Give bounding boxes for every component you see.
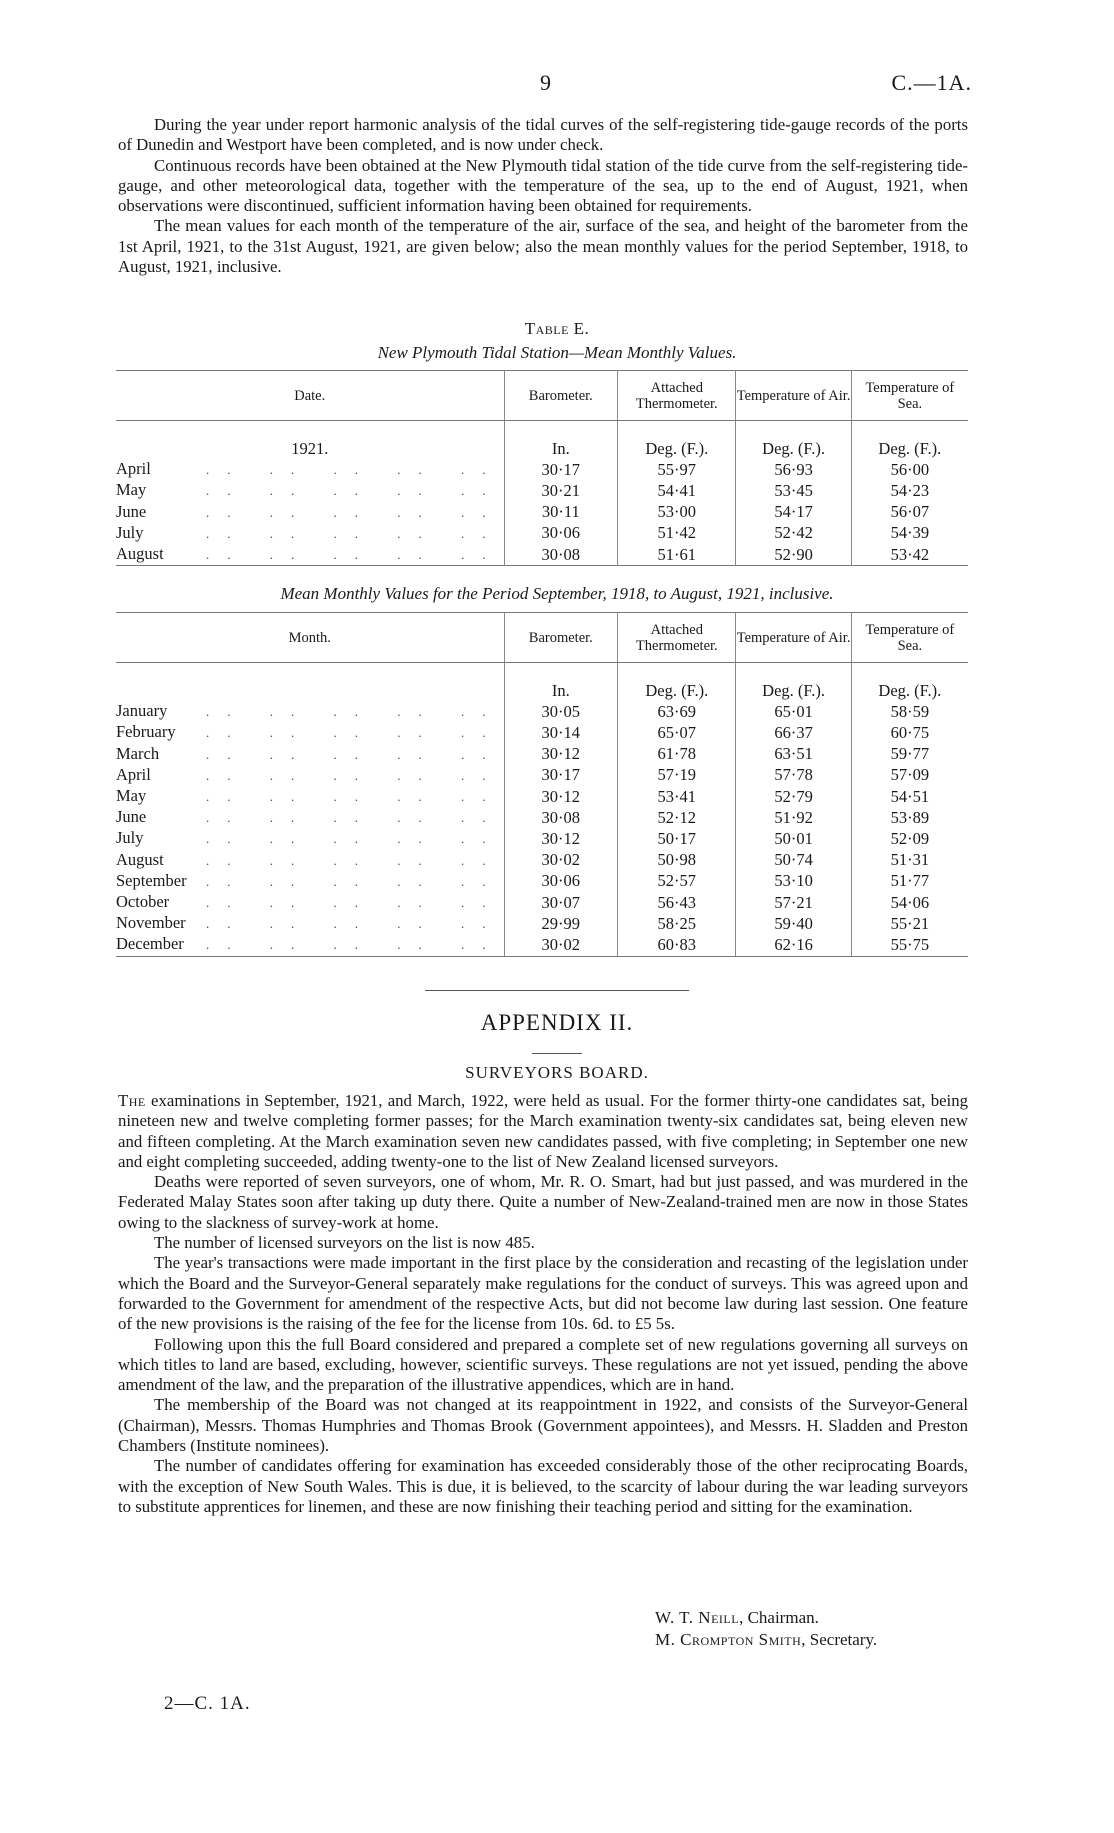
- table-row: [116, 934, 968, 956]
- sea-cell: 60·75: [851, 722, 968, 743]
- attached-cell: 53·00: [618, 502, 736, 523]
- attached-cell: 51·61: [618, 544, 736, 566]
- sea-cell: 53·89: [851, 807, 968, 828]
- air-cell: 53·10: [736, 871, 851, 892]
- leader-dots: .. .. .. .. ..: [206, 704, 504, 720]
- month-name: November: [116, 913, 186, 933]
- leader-dots: .. .. .. .. ..: [206, 525, 504, 541]
- month-cell: [116, 480, 504, 501]
- table-row: [116, 459, 968, 480]
- barometer-cell: 30·05: [504, 701, 618, 722]
- sea-cell: 53·42: [851, 544, 968, 566]
- table-e-label: Table E.: [524, 319, 590, 338]
- sea-cell: 54·23: [851, 480, 968, 501]
- unit-cell: Deg. (F.).: [618, 663, 736, 702]
- air-cell: 56·93: [736, 459, 851, 480]
- barometer-cell: 30·08: [504, 807, 618, 828]
- barometer-cell: 30·17: [504, 765, 618, 786]
- appendix-subtitle: SURVEYORS BOARD.: [465, 1063, 649, 1082]
- month-cell: [116, 807, 504, 828]
- barometer-cell: 30·07: [504, 892, 618, 913]
- air-cell: 53·45: [736, 480, 851, 501]
- table-row: [116, 765, 968, 786]
- month-cell: [116, 892, 504, 913]
- attached-cell: 58·25: [618, 913, 736, 934]
- table-row: [116, 480, 968, 501]
- table-row: [116, 523, 968, 544]
- barometer-cell: 30·17: [504, 459, 618, 480]
- attached-cell: 63·69: [618, 701, 736, 722]
- month-cell: [116, 744, 504, 765]
- barometer-cell: 30·12: [504, 744, 618, 765]
- paragraph: The number of licensed surveyors on the list is now 485.: [154, 1233, 535, 1253]
- month-cell: [116, 850, 504, 871]
- column-header: Temperature of Air.: [736, 371, 851, 421]
- air-cell: 50·74: [736, 850, 851, 871]
- leader-dots: .. .. .. .. ..: [206, 789, 504, 805]
- units-row: [116, 421, 968, 460]
- attached-cell: 52·57: [618, 871, 736, 892]
- sea-cell: 55·75: [851, 934, 968, 956]
- attached-cell: 51·42: [618, 523, 736, 544]
- barometer-cell: 30·02: [504, 850, 618, 871]
- attached-cell: 57·19: [618, 765, 736, 786]
- units-row: [116, 663, 968, 702]
- page-number: 9: [540, 70, 551, 95]
- signatory-name: W. T. Neill: [655, 1608, 740, 1627]
- appendix-title: APPENDIX II.: [480, 1010, 634, 1035]
- barometer-cell: 30·08: [504, 544, 618, 566]
- table-row: [116, 722, 968, 743]
- month-name: October: [116, 892, 170, 912]
- month-cell: [116, 828, 504, 849]
- attached-cell: 61·78: [618, 744, 736, 765]
- sea-cell: 54·06: [851, 892, 968, 913]
- month-cell: [116, 722, 504, 743]
- sea-cell: 55·21: [851, 913, 968, 934]
- attached-cell: 53·41: [618, 786, 736, 807]
- month-cell: [116, 913, 504, 934]
- signatory-role: Chairman.: [747, 1608, 819, 1627]
- leader-dots: .. .. .. .. ..: [206, 916, 504, 932]
- period-table: [116, 612, 968, 957]
- month-cell: [116, 544, 504, 566]
- sea-cell: 54·51: [851, 786, 968, 807]
- month-cell: [116, 701, 504, 722]
- attached-cell: 50·98: [618, 850, 736, 871]
- month-cell: [116, 523, 504, 544]
- month-name: April: [116, 764, 151, 784]
- sea-cell: 56·07: [851, 502, 968, 523]
- unit-cell: [116, 663, 504, 702]
- month-cell: [116, 786, 504, 807]
- air-cell: 57·21: [736, 892, 851, 913]
- month-cell: [116, 765, 504, 786]
- paragraph: Continuous records have been obtained at the New Plymouth tidal station of the tide curve from the self-registering tide-gauge, and other meteorological data, together with the temperature of the sea, up to the end of August, 1921, when observations were discontinued, sufficient information having been obtained for requirements.: [118, 155, 968, 216]
- attached-cell: 65·07: [618, 722, 736, 743]
- air-cell: 63·51: [736, 744, 851, 765]
- barometer-cell: 30·06: [504, 523, 618, 544]
- leader-dots: .. .. .. .. ..: [206, 937, 504, 953]
- paragraph: The mean values for each month of the temperature of the air, surface of the sea, and height of the barometer from the 1st April, 1921, to the 31st August, 1921, are given below; also the mean monthly values for the period September, 1918, to August, 1921, inclusive.: [118, 216, 968, 277]
- unit-cell: Deg. (F.).: [736, 663, 851, 702]
- paragraph: [118, 1091, 968, 1172]
- sea-cell: 51·77: [851, 871, 968, 892]
- attached-cell: 56·43: [618, 892, 736, 913]
- footer-reference: 2—C. 1A.: [164, 1693, 251, 1714]
- column-header: Barometer.: [504, 613, 618, 663]
- month-name: July: [116, 828, 144, 848]
- sea-cell: 54·39: [851, 523, 968, 544]
- signatory-name: M. Crompton Smith: [655, 1630, 802, 1649]
- unit-cell: Deg. (F.).: [851, 663, 968, 702]
- column-header: Attached Thermometer.: [618, 371, 736, 421]
- air-cell: 50·01: [736, 828, 851, 849]
- leader-dots: .. .. .. .. ..: [206, 483, 504, 499]
- month-name: May: [116, 786, 147, 806]
- barometer-cell: 30·06: [504, 871, 618, 892]
- document-reference: C.—1A.: [891, 70, 972, 95]
- air-cell: 52·79: [736, 786, 851, 807]
- air-cell: 59·40: [736, 913, 851, 934]
- barometer-cell: 30·12: [504, 828, 618, 849]
- paragraph: During the year under report harmonic analysis of the tidal curves of the self-registering tide-gauge records of the ports of Dunedin and Westport have been completed, and is now under check.: [118, 115, 968, 155]
- table-row: [116, 701, 968, 722]
- table-row: [116, 807, 968, 828]
- column-header: Month.: [116, 613, 504, 663]
- month-name: May: [116, 480, 147, 500]
- month-name: April: [116, 459, 151, 479]
- unit-cell: Deg. (F.).: [618, 421, 736, 460]
- month-cell: [116, 459, 504, 480]
- sea-cell: 56·00: [851, 459, 968, 480]
- intro-text: [118, 115, 968, 277]
- signature-secretary: M. Crompton Smith, Secretary.: [655, 1630, 878, 1649]
- appendix-text: [118, 1091, 968, 1517]
- sea-cell: 59·77: [851, 744, 968, 765]
- leader-dots: .. .. .. .. ..: [206, 895, 504, 911]
- month-name: February: [116, 722, 176, 742]
- air-cell: 52·90: [736, 544, 851, 566]
- month-cell: [116, 934, 504, 956]
- table-row: [116, 828, 968, 849]
- month-name: August: [116, 544, 164, 564]
- barometer-cell: 30·12: [504, 786, 618, 807]
- unit-cell: In.: [504, 421, 618, 460]
- paragraph: The membership of the Board was not changed at its reappointment in 1922, and consists of the Surveyor-General (Chairman), Messrs. Thomas Humphries and Thomas Brook (Government appointees), and Messrs. H. Sladden and Preston Chambers (Institute nominees).: [118, 1395, 968, 1456]
- section-divider: [425, 990, 689, 991]
- column-header: Attached Thermometer.: [618, 613, 736, 663]
- opening-word: The: [118, 1091, 146, 1110]
- table-row: [116, 502, 968, 523]
- leader-dots: .. .. .. .. ..: [206, 873, 504, 889]
- month-name: September: [116, 870, 187, 890]
- sea-cell: 51·31: [851, 850, 968, 871]
- month-name: December: [116, 934, 184, 954]
- air-cell: 54·17: [736, 502, 851, 523]
- barometer-cell: 29·99: [504, 913, 618, 934]
- month-name: July: [116, 522, 144, 542]
- air-cell: 52·42: [736, 523, 851, 544]
- attached-cell: 50·17: [618, 828, 736, 849]
- sea-cell: 57·09: [851, 765, 968, 786]
- unit-cell: Deg. (F.).: [736, 421, 851, 460]
- unit-cell: In.: [504, 663, 618, 702]
- leader-dots: .. .. .. .. ..: [206, 547, 504, 563]
- leader-dots: .. .. .. .. ..: [206, 462, 504, 478]
- paragraph: The year's transactions were made important in the first place by the consideration and recasting of the legislation under which the Board and the Surveyor-General separately make regulations for the conduct of surveys. This was agreed upon and forwarded to the Government for amendment of the respective Acts, but did not become law during last session. One feature of the new provisions is the raising of the fee for the license from 10s. 6d. to £5 5s.: [118, 1253, 968, 1334]
- leader-dots: .. .. .. .. ..: [206, 810, 504, 826]
- month-name: June: [116, 807, 147, 827]
- month-name: June: [116, 501, 147, 521]
- table-row: [116, 544, 968, 566]
- barometer-cell: 30·14: [504, 722, 618, 743]
- attached-cell: 54·41: [618, 480, 736, 501]
- air-cell: 62·16: [736, 934, 851, 956]
- unit-cell: Deg. (F.).: [851, 421, 968, 460]
- table-body: [116, 421, 968, 566]
- paragraph: Following upon this the full Board considered and prepared a complete set of new regulations governing all surveys on which titles to land are based, excluding, however, scientific surveys. These regulations are not yet issued, pending the above amendment of the law, and the preparation of the illustrative appendices, which are in hand.: [118, 1334, 968, 1395]
- table-row: [116, 892, 968, 913]
- barometer-cell: 30·11: [504, 502, 618, 523]
- table-row: [116, 913, 968, 934]
- signature-chairman: W. T. Neill, Chairman.: [655, 1608, 819, 1627]
- leader-dots: .. .. .. .. ..: [206, 831, 504, 847]
- title-underline: [532, 1053, 582, 1054]
- table-row: [116, 871, 968, 892]
- table-e-title: New Plymouth Tidal Station—Mean Monthly Values.: [377, 343, 737, 362]
- attached-cell: 52·12: [618, 807, 736, 828]
- month-cell: [116, 871, 504, 892]
- sea-cell: 52·09: [851, 828, 968, 849]
- leader-dots: .. .. .. .. ..: [206, 767, 504, 783]
- column-header: Barometer.: [504, 371, 618, 421]
- leader-dots: .. .. .. .. ..: [206, 725, 504, 741]
- table-row: [116, 744, 968, 765]
- leader-dots: .. .. .. .. ..: [206, 852, 504, 868]
- column-header: Temperature of Sea.: [851, 371, 968, 421]
- period-table-title: Mean Monthly Values for the Period September, 1918, to August, 1921, inclusive.: [280, 584, 834, 603]
- air-cell: 65·01: [736, 701, 851, 722]
- barometer-cell: 30·02: [504, 934, 618, 956]
- attached-cell: 55·97: [618, 459, 736, 480]
- month-cell: [116, 502, 504, 523]
- table-e: [116, 370, 968, 566]
- column-header: Temperature of Sea.: [851, 613, 968, 663]
- month-name: March: [116, 743, 160, 763]
- paragraph: The number of candidates offering for examination has exceeded considerably those of the other reciprocating Boards, with the exception of New South Wales. This is due, it is believed, to the scarcity of labour during the war leading surveyors to substitute apprentices for linemen, and these are now finishing their teaching period and sitting for the examination.: [118, 1456, 968, 1516]
- month-name: January: [116, 701, 168, 721]
- barometer-cell: 30·21: [504, 480, 618, 501]
- air-cell: 57·78: [736, 765, 851, 786]
- table-row: [116, 786, 968, 807]
- leader-dots: .. .. .. .. ..: [206, 504, 504, 520]
- paragraph-text: examinations in September, 1921, and March, 1922, were held as usual. For the former thirty-one candidates sat, being nineteen new and twelve completing former passes; for the March examination twenty-six candidates sat, being eleven new and fifteen completing. At the March examination seven new candidates passed, with five completing; in September one new and eight completing succeeded, adding twenty-one to the list of New Zealand licensed surveyors.: [118, 1091, 968, 1171]
- paragraph: Deaths were reported of seven surveyors, one of whom, Mr. R. O. Smart, had but just passed, and was murdered in the Federated Malay States soon after taking up duty there. Quite a number of New-Zealand-trained men are now in those States owing to the slackness of survey-work at home.: [118, 1172, 968, 1232]
- table-body: [116, 663, 968, 957]
- sea-cell: 58·59: [851, 701, 968, 722]
- unit-cell: 1921.: [291, 439, 329, 458]
- month-name: August: [116, 849, 164, 869]
- table-row: [116, 850, 968, 871]
- column-header: Date.: [116, 371, 504, 421]
- air-cell: 51·92: [736, 807, 851, 828]
- attached-cell: 60·83: [618, 934, 736, 956]
- air-cell: 66·37: [736, 722, 851, 743]
- column-header: Temperature of Air.: [736, 613, 851, 663]
- signatory-role: Secretary.: [809, 1630, 878, 1649]
- leader-dots: .. .. .. .. ..: [206, 746, 504, 762]
